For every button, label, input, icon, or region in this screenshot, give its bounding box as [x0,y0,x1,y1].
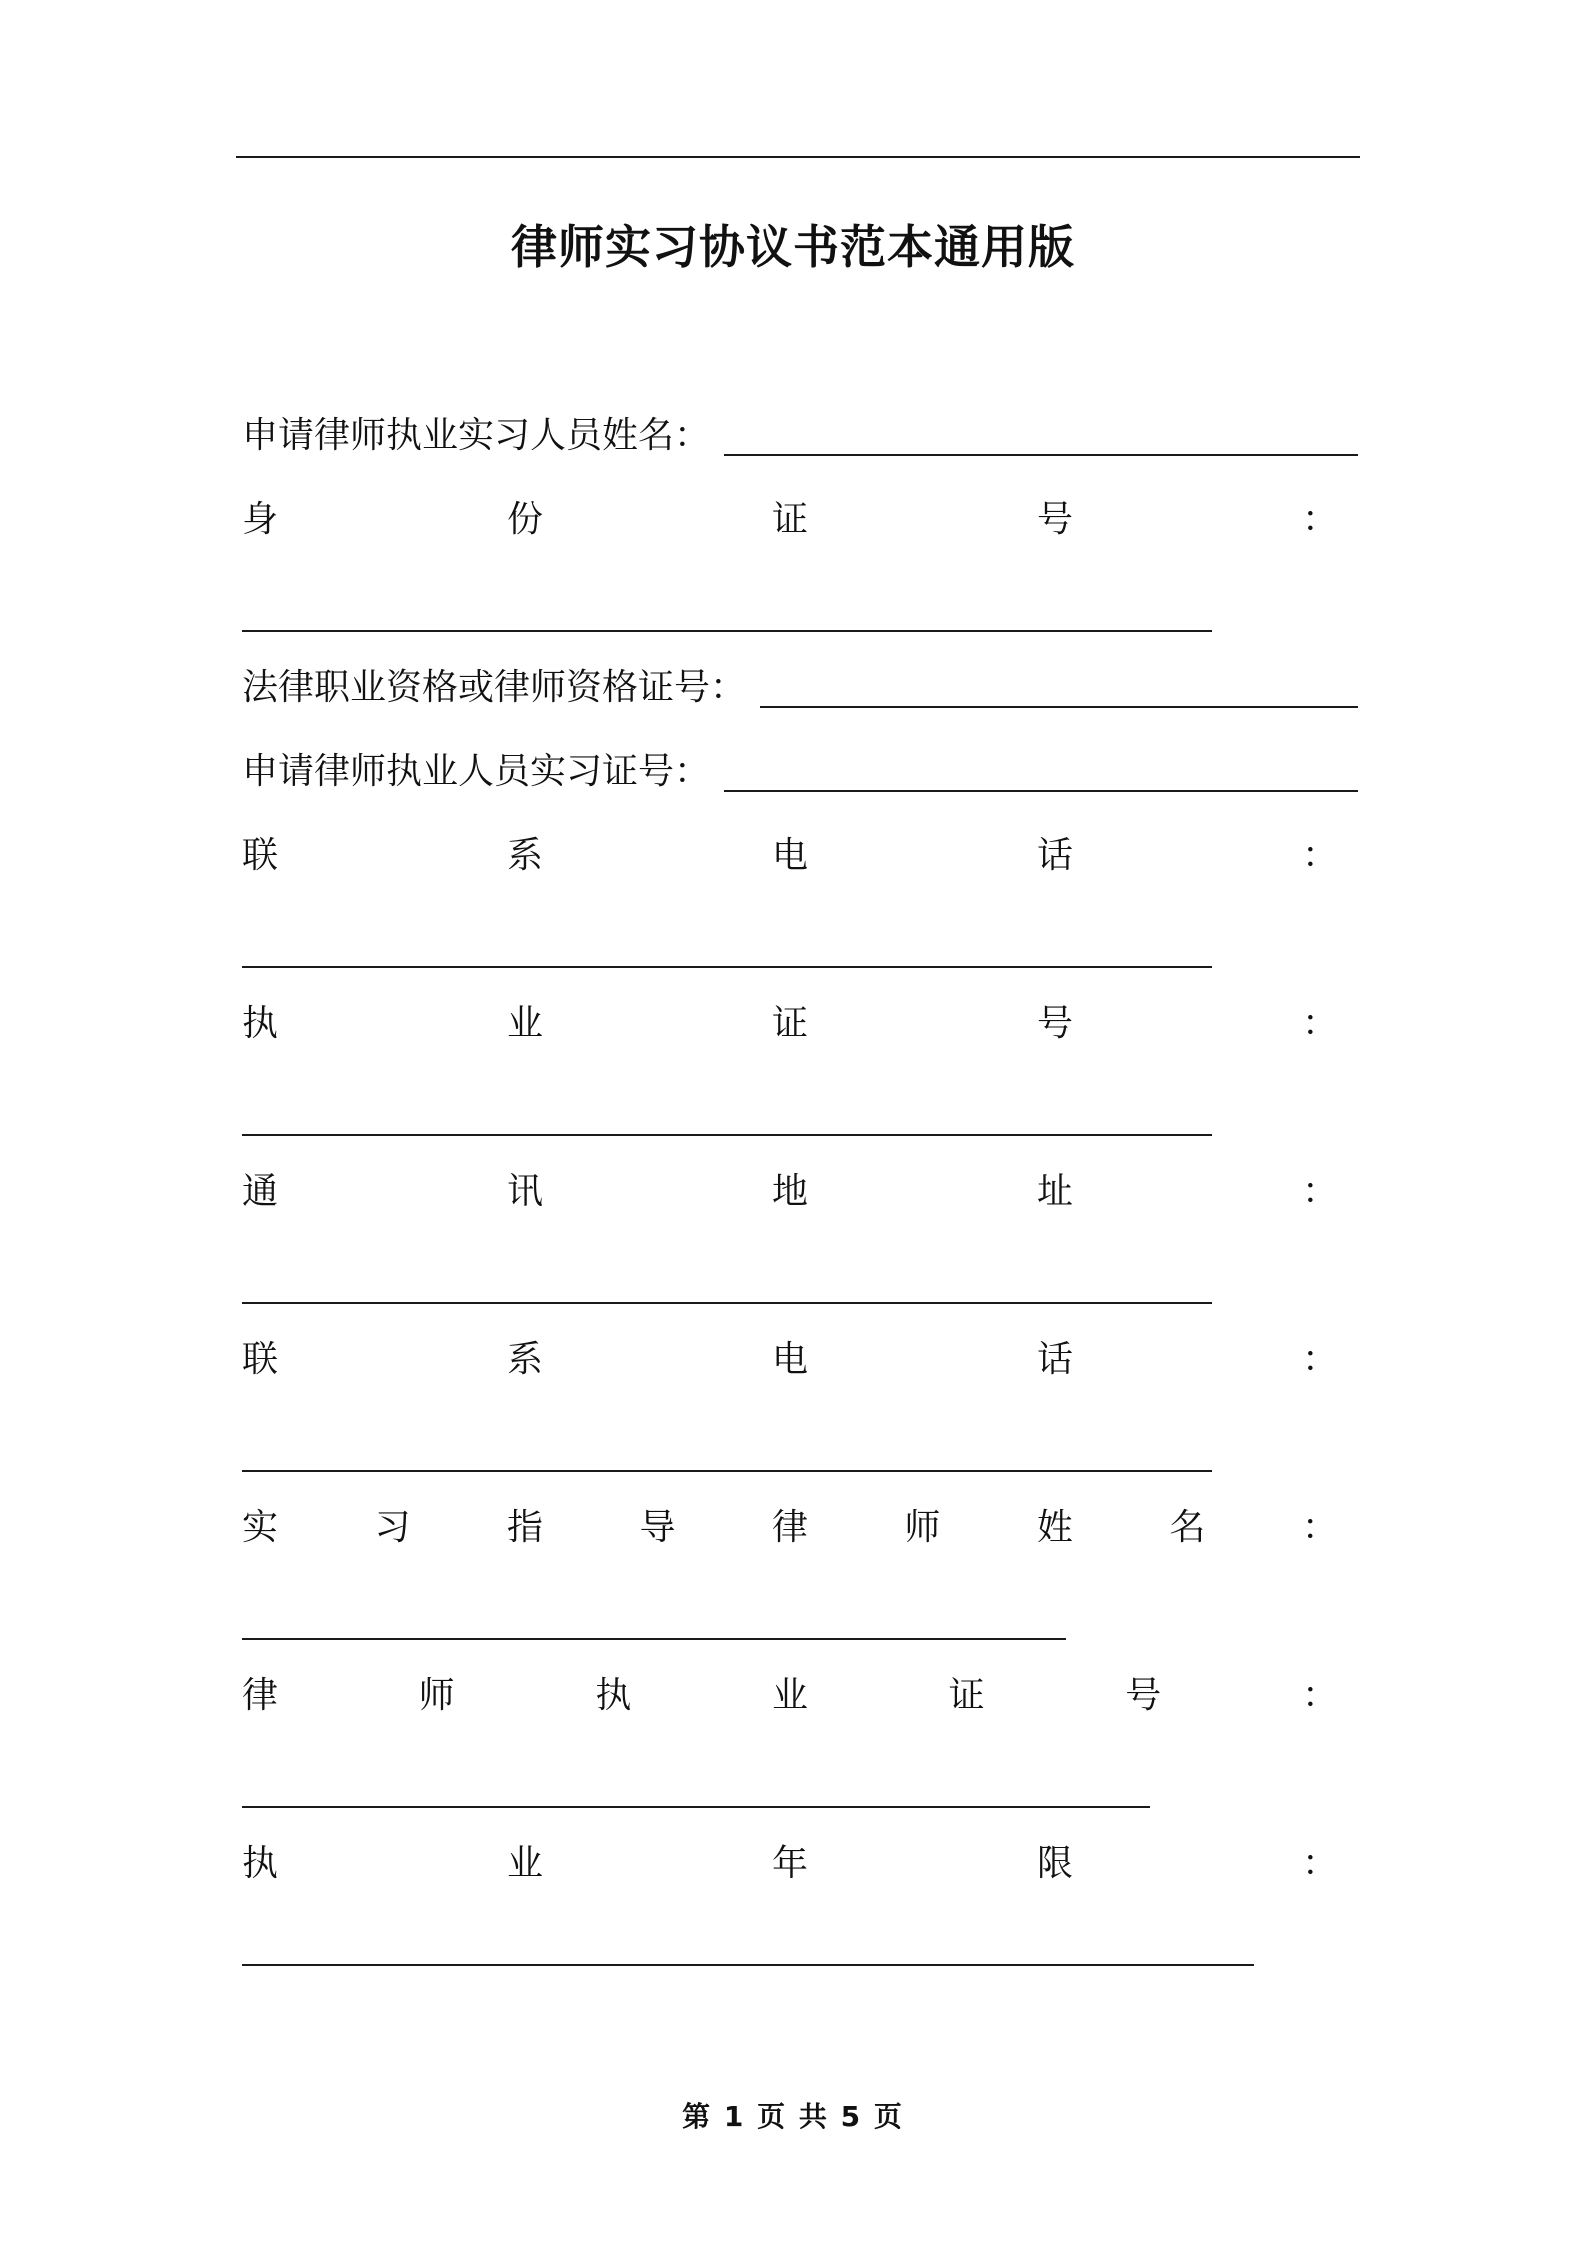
lawyer-license-number-char: 律 [242,1675,279,1716]
qualification-cert-blank[interactable] [760,706,1358,708]
supervisor-name-char: 习 [374,1507,411,1548]
supervisor-name-char: ： [1301,1507,1338,1548]
internship-cert-label: 申请律师执业人员实习证号： [242,751,711,792]
license-number-char: 证 [771,1003,808,1044]
mailing-address-char: 址 [1036,1171,1073,1212]
mailing-address-label [242,1162,1338,1222]
phone-char: ： [1301,835,1338,876]
lawyer-license-number-label [242,1666,1338,1726]
supervisor-name-label [242,1498,1338,1558]
id-number-label [242,490,1338,550]
phone-label-2 [242,1330,1338,1390]
practice-years-char: 执 [242,1843,279,1884]
id-number-char: 号 [1036,499,1073,540]
phone-char: 系 [506,835,543,876]
mailing-address-char: ： [1301,1171,1338,1212]
supervisor-name-char: 指 [506,1507,543,1548]
phone-char: 话 [1036,1339,1073,1380]
supervisor-name-char: 实 [242,1507,279,1548]
applicant-name-field [242,406,1358,466]
license-number-char: 业 [506,1003,543,1044]
practice-years-blank[interactable] [242,1964,1254,1966]
phone-char: 联 [242,835,279,876]
lawyer-license-number-char: 号 [1125,1675,1162,1716]
license-number-label [242,994,1338,1054]
page-indicator: 第 1 页 共 5 页 [682,2100,904,2133]
id-number-char: 证 [771,499,808,540]
id-number-blank[interactable] [242,630,1212,632]
supervisor-name-char: 名 [1169,1507,1206,1548]
internship-cert-field [242,742,1358,802]
supervisor-name-char: 导 [639,1507,676,1548]
qualification-cert-field [242,658,1358,718]
phone-blank[interactable] [242,966,1212,968]
applicant-name-label: 申请律师执业实习人员姓名： [242,415,711,456]
practice-years-label [242,1834,1338,1894]
practice-years-char: 业 [506,1843,543,1884]
id-number-char: 份 [506,499,543,540]
phone-char: 电 [771,835,808,876]
mailing-address-char: 通 [242,1171,279,1212]
mailing-address-blank[interactable] [242,1302,1212,1304]
practice-years-char: 限 [1036,1843,1073,1884]
phone-char: 系 [506,1339,543,1380]
internship-cert-blank[interactable] [724,790,1358,792]
phone-char: 联 [242,1339,279,1380]
practice-years-char: ： [1301,1843,1338,1884]
supervisor-name-char: 师 [904,1507,941,1548]
mailing-address-char: 地 [771,1171,808,1212]
supervisor-name-char: 律 [771,1507,808,1548]
document-title: 律师实习协议书范本通用版 [511,220,1075,274]
id-number-char: 身 [242,499,279,540]
practice-years-char: 年 [771,1843,808,1884]
license-number-char: 执 [242,1003,279,1044]
phone-char: 话 [1036,835,1073,876]
mailing-address-char: 讯 [506,1171,543,1212]
lawyer-license-number-blank[interactable] [242,1806,1150,1808]
lawyer-license-number-char: 执 [595,1675,632,1716]
license-number-char: ： [1301,1003,1338,1044]
license-number-char: 号 [1036,1003,1073,1044]
phone-blank-2[interactable] [242,1470,1212,1472]
lawyer-license-number-char: 业 [771,1675,808,1716]
lawyer-license-number-char: 证 [948,1675,985,1716]
header-rule [236,156,1360,158]
phone-char: 电 [771,1339,808,1380]
phone-char: ： [1301,1339,1338,1380]
qualification-cert-label: 法律职业资格或律师资格证号： [242,667,747,708]
applicant-name-blank[interactable] [724,454,1358,456]
supervisor-name-blank[interactable] [242,1638,1066,1640]
id-number-char: ： [1301,499,1338,540]
lawyer-license-number-char: ： [1301,1675,1338,1716]
phone-label [242,826,1338,886]
license-number-blank[interactable] [242,1134,1212,1136]
lawyer-license-number-char: 师 [418,1675,455,1716]
supervisor-name-char: 姓 [1036,1507,1073,1548]
